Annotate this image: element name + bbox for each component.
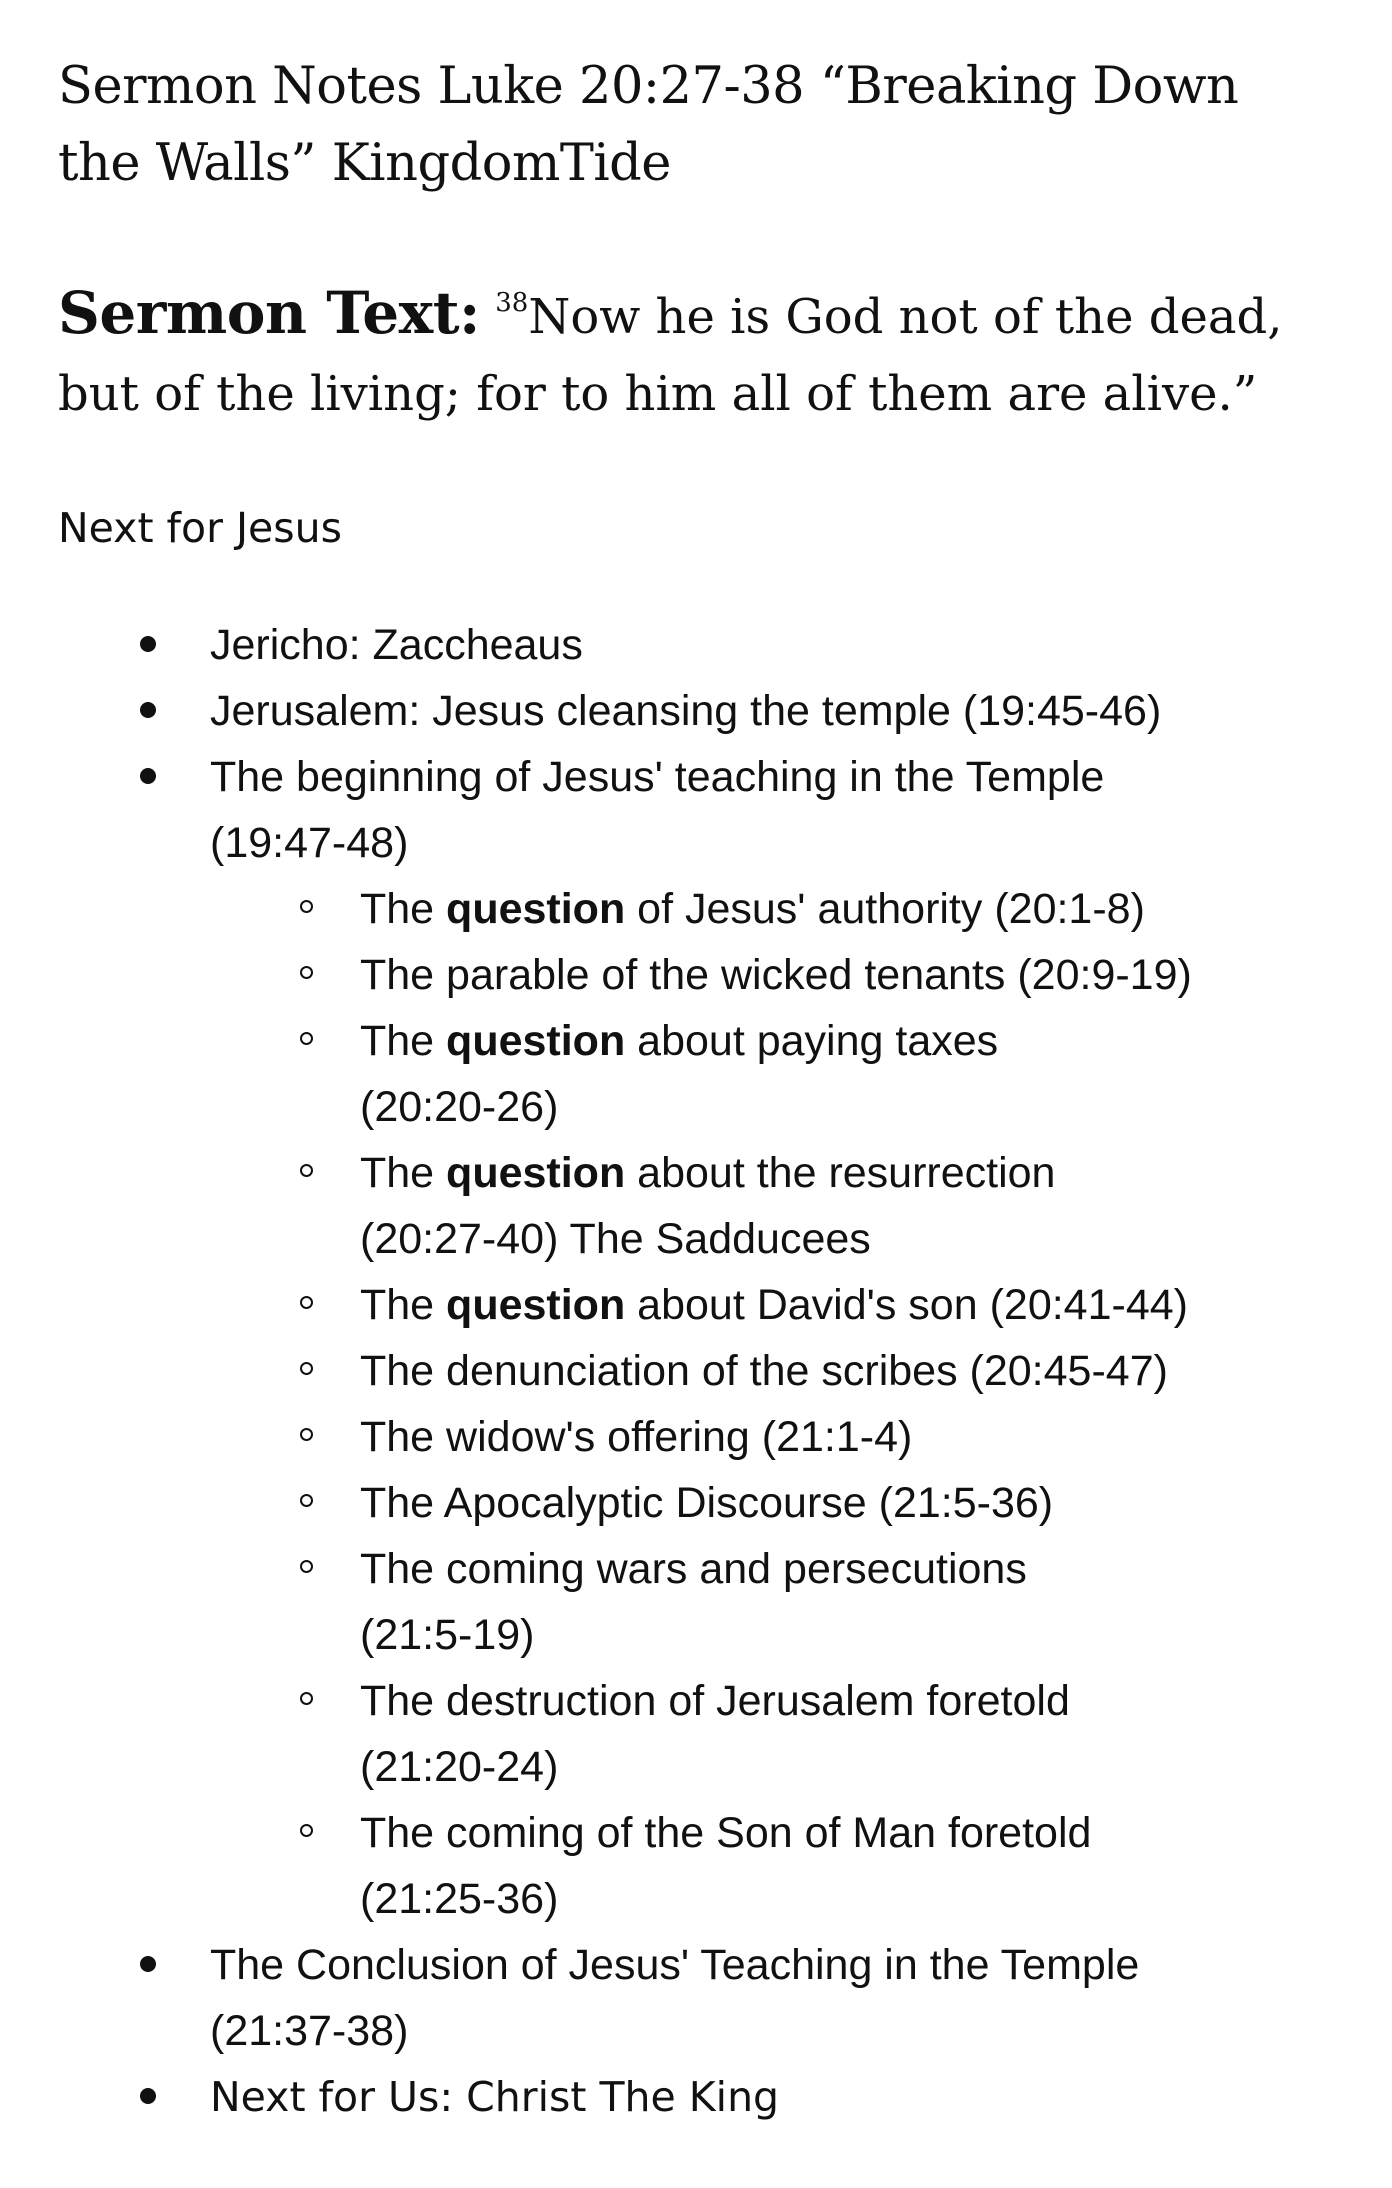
circle-bullet-icon <box>300 1032 313 1045</box>
verse-number: 38 <box>495 288 529 318</box>
sub-list-item <box>360 1470 1320 1536</box>
sub-list-item <box>360 1338 1320 1404</box>
list-item-text-continued: (21:37-38) <box>210 2007 409 2055</box>
sub-list-item <box>360 1536 1320 1668</box>
sub-item-text: of Jesus' authority (20:1-8) <box>625 885 1145 933</box>
circle-bullet-icon <box>300 900 313 913</box>
list-item-text: The beginning of Jesus' teaching in the Temple <box>210 753 1105 801</box>
verse-text-start: Now he is God not of the dead, <box>528 289 1283 345</box>
title-line-2: the Walls” KingdomTide <box>58 134 671 193</box>
sub-item-text: about paying taxes <box>625 1017 999 1065</box>
sub-list-item <box>360 1140 1320 1272</box>
document-title <box>58 48 1318 202</box>
sub-item-text: about the resurrection <box>625 1149 1056 1197</box>
sub-item-text-continued: (20:27-40) The Sadducees <box>360 1215 871 1263</box>
sub-item-emphasis: question <box>446 1149 626 1197</box>
sub-item-text: The widow's offering (21:1-4) <box>360 1413 913 1461</box>
sub-list-item <box>360 1404 1320 1470</box>
bullet-icon <box>140 2088 156 2104</box>
list-item <box>0 744 1340 1932</box>
sermon-text-line-2: but of the living; for to him all of them are alive.” <box>58 366 1258 422</box>
sermon-text-line-1 <box>58 275 1348 356</box>
sermon-text-block <box>58 275 1348 433</box>
sub-item-text: The coming of the Son of Man foretold <box>360 1809 1092 1857</box>
sub-list-item <box>360 1272 1320 1338</box>
title-line-1: Sermon Notes Luke 20:27-38 “Breaking Down <box>58 57 1239 116</box>
list-item <box>0 2064 1340 2130</box>
list-item-text: Jerusalem: Jesus cleansing the temple (19:45-46) <box>210 687 1162 735</box>
sub-item-text-continued: (20:20-26) <box>360 1083 559 1131</box>
sub-item-emphasis: question <box>446 1281 626 1329</box>
bullet-icon <box>140 1956 156 1972</box>
sub-list-item <box>360 1668 1320 1800</box>
sub-item-text-continued: (21:20-24) <box>360 1743 559 1791</box>
sub-item-text: about David's son (20:41-44) <box>625 1281 1188 1329</box>
sub-item-text: The <box>360 1149 447 1197</box>
circle-bullet-icon <box>300 1428 313 1441</box>
list-item <box>0 1932 1340 2064</box>
list-item-text: The Conclusion of Jesus' Teaching in the Temple <box>210 1941 1140 1989</box>
list-item-text: Jericho: Zaccheaus <box>210 621 583 669</box>
circle-bullet-icon <box>300 1494 313 1507</box>
circle-bullet-icon <box>300 1164 313 1177</box>
section-heading: Next for Jesus <box>58 504 342 552</box>
sub-list-item <box>360 1800 1320 1932</box>
bullet-icon <box>140 636 156 652</box>
circle-bullet-icon <box>300 1560 313 1573</box>
bullet-icon <box>140 702 156 718</box>
sub-item-text: The parable of the wicked tenants (20:9-19) <box>360 951 1192 999</box>
sub-item-emphasis: question <box>446 885 626 933</box>
circle-bullet-icon <box>300 1362 313 1375</box>
sub-list-item <box>360 942 1320 1008</box>
sub-item-text-continued: (21:5-19) <box>360 1611 535 1659</box>
circle-bullet-icon <box>300 1824 313 1837</box>
sub-item-emphasis: question <box>446 1017 626 1065</box>
list-item-text-continued: (19:47-48) <box>210 819 409 867</box>
circle-bullet-icon <box>300 966 313 979</box>
sub-list-item <box>360 876 1320 942</box>
circle-bullet-icon <box>300 1692 313 1705</box>
circle-bullet-icon <box>300 1296 313 1309</box>
sub-list-item <box>360 1008 1320 1140</box>
sub-outline-list <box>210 876 1340 1932</box>
sub-item-text: The coming wars and persecutions <box>360 1545 1027 1593</box>
sub-item-text: The <box>360 1281 447 1329</box>
outline-list <box>0 612 1392 2130</box>
sub-item-text: The denunciation of the scribes (20:45-47) <box>360 1347 1168 1395</box>
sub-item-text: The <box>360 1017 447 1065</box>
sub-item-text: The Apocalyptic Discourse (21:5-36) <box>360 1479 1054 1527</box>
sermon-text-label: Sermon Text: <box>58 279 480 347</box>
sub-item-text-continued: (21:25-36) <box>360 1875 559 1923</box>
sub-item-text: The destruction of Jerusalem foretold <box>360 1677 1070 1725</box>
list-item <box>0 612 1340 678</box>
bullet-icon <box>140 768 156 784</box>
list-item-text: Next for Us: Christ The King <box>210 2073 780 2121</box>
sub-item-text: The <box>360 885 447 933</box>
list-item <box>0 678 1340 744</box>
